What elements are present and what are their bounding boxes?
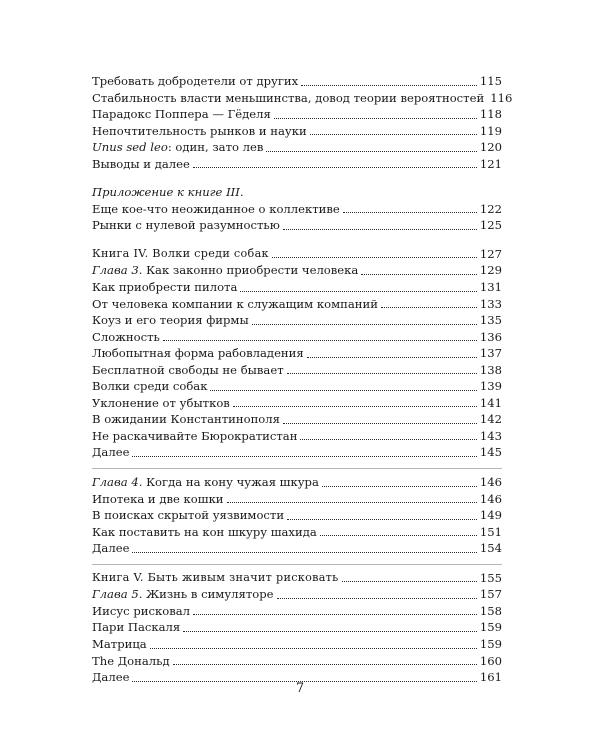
toc-entry[interactable] bbox=[92, 279, 502, 296]
toc-entry-title bbox=[92, 507, 284, 524]
dot-leader bbox=[320, 535, 477, 536]
dot-leader bbox=[300, 439, 476, 440]
toc-entry-italic-label: Глава 4. bbox=[92, 475, 143, 490]
toc-entry-page: 160 bbox=[479, 653, 502, 668]
toc-entry-title bbox=[92, 245, 269, 263]
toc-entry-text: Стабильность власти меньшинства, довод теории вероятностей bbox=[92, 90, 485, 105]
toc-entry-page: 139 bbox=[479, 379, 502, 394]
toc-entry-page: 159 bbox=[479, 620, 502, 635]
toc-entry[interactable] bbox=[92, 507, 502, 524]
toc-entry-title bbox=[92, 395, 230, 412]
toc-entry-page: 133 bbox=[479, 296, 502, 311]
dot-leader bbox=[287, 373, 477, 374]
toc-entry-page: 136 bbox=[479, 329, 502, 344]
dot-leader bbox=[381, 307, 477, 308]
dot-leader bbox=[277, 598, 477, 599]
dot-leader bbox=[342, 581, 477, 582]
toc-entry-text: Любопытная форма рабовладения bbox=[92, 346, 304, 361]
toc-entry-text: Книга IV. Волки среди собак bbox=[92, 246, 269, 260]
dot-leader bbox=[132, 552, 476, 553]
toc-entry-page: 157 bbox=[479, 587, 502, 602]
toc-entry[interactable] bbox=[92, 444, 502, 461]
toc-entry-page: 121 bbox=[479, 156, 502, 171]
dot-leader bbox=[283, 229, 477, 230]
toc-entry-title bbox=[92, 411, 280, 428]
toc-entry[interactable] bbox=[92, 378, 502, 395]
toc-entry-title bbox=[92, 156, 190, 173]
toc-entry[interactable] bbox=[92, 524, 502, 541]
dot-leader bbox=[193, 167, 477, 168]
toc-section-heading: Приложение к книге III. bbox=[92, 185, 244, 200]
toc-entry-title bbox=[92, 217, 280, 234]
toc-entry-page: 143 bbox=[479, 428, 502, 443]
section-divider bbox=[92, 468, 502, 469]
toc-entry-title bbox=[92, 345, 304, 362]
toc-entry-page: 138 bbox=[479, 362, 502, 377]
toc-entry[interactable] bbox=[92, 123, 502, 140]
page-number: 7 bbox=[295, 681, 305, 696]
toc-section bbox=[92, 570, 502, 686]
toc-entry-text: Далее bbox=[92, 541, 130, 556]
dot-leader bbox=[252, 324, 477, 325]
toc-entry-title bbox=[92, 653, 170, 670]
toc-entry-title bbox=[92, 90, 484, 107]
toc-entry-text: Уклонение от убытков bbox=[92, 395, 230, 410]
toc-entry-title bbox=[92, 491, 224, 508]
dot-leader bbox=[283, 423, 477, 424]
toc-entry-text: : один, зато лев bbox=[167, 140, 264, 155]
dot-leader bbox=[287, 519, 477, 520]
toc-entry-title bbox=[92, 329, 160, 346]
dot-leader bbox=[301, 85, 477, 86]
toc-entry-text: Бесплатной свободы не бывает bbox=[92, 362, 284, 377]
toc-entry-text: Далее bbox=[92, 670, 130, 685]
toc-entry-page: 118 bbox=[479, 107, 502, 122]
toc-entry[interactable] bbox=[92, 217, 502, 234]
toc-entry-text: Непочтительность рынков и науки bbox=[92, 123, 307, 138]
toc-entry-text: Ипотека и две кошки bbox=[92, 491, 224, 506]
dot-leader bbox=[361, 274, 477, 275]
toc-entry-text: Как законно приобрести человека bbox=[142, 263, 359, 278]
toc-entry-title bbox=[92, 524, 317, 541]
toc-entry-page: 135 bbox=[479, 313, 502, 328]
toc-entry-text: Книга V. Быть живым значит рисковать bbox=[92, 570, 339, 584]
toc-entry-italic-label: Глава 5. bbox=[92, 587, 143, 602]
toc-entry-text: Не раскачивайте Бюрократистан bbox=[92, 428, 298, 443]
toc-entry-page: 116 bbox=[490, 90, 513, 105]
dot-leader bbox=[193, 614, 477, 615]
toc-entry[interactable] bbox=[92, 312, 502, 329]
toc-entry[interactable] bbox=[92, 345, 502, 362]
toc-entry[interactable] bbox=[92, 540, 502, 557]
toc-entry-page: 142 bbox=[479, 412, 502, 427]
toc-entry-title bbox=[92, 201, 340, 218]
toc-entry-page: 129 bbox=[479, 263, 502, 278]
toc-entry-text: От человека компании к служащим компаний bbox=[92, 296, 378, 311]
toc-entry-page: 155 bbox=[479, 570, 502, 585]
toc-entry-text: Парадокс Поппера — Гёделя bbox=[92, 107, 271, 122]
toc-entry-page: 119 bbox=[479, 123, 502, 138]
dot-leader bbox=[210, 390, 476, 391]
toc-entry-title bbox=[92, 312, 249, 329]
dot-leader bbox=[343, 212, 477, 213]
toc-section bbox=[92, 184, 502, 234]
toc-section bbox=[92, 474, 502, 557]
toc-entry-title bbox=[92, 106, 271, 123]
dot-leader bbox=[307, 357, 477, 358]
toc-entry-page: 146 bbox=[479, 475, 502, 490]
toc-entry-title bbox=[92, 540, 129, 557]
toc-entry-text: В ожидании Константинополя bbox=[92, 412, 280, 427]
toc-entry-text: Жизнь в симуляторе bbox=[142, 587, 274, 602]
toc-entry[interactable] bbox=[92, 73, 502, 90]
toc-entry[interactable] bbox=[92, 90, 513, 107]
toc-entry-page: 159 bbox=[479, 636, 502, 651]
toc-entry-text: Еще кое-что неожиданное о коллективе bbox=[92, 201, 340, 216]
toc-entry-page: 131 bbox=[479, 280, 502, 295]
toc-book-entry[interactable] bbox=[92, 570, 502, 587]
toc-entry-title bbox=[92, 73, 298, 90]
toc-entry[interactable] bbox=[92, 262, 502, 279]
toc-entry-title bbox=[92, 474, 319, 491]
toc-entry-title bbox=[92, 262, 358, 279]
toc-entry-text: Коуз и его теория фирмы bbox=[92, 313, 249, 328]
toc-entry-text: Иисус рисковал bbox=[92, 603, 191, 618]
toc-entry-page: 115 bbox=[479, 74, 502, 88]
toc-entry-page: 127 bbox=[479, 246, 502, 261]
toc-section bbox=[92, 73, 513, 172]
dot-leader bbox=[150, 648, 477, 649]
toc-entry[interactable] bbox=[92, 653, 502, 670]
dot-leader bbox=[183, 631, 477, 632]
dot-leader bbox=[227, 502, 477, 503]
toc-entry-title bbox=[92, 619, 180, 636]
toc-entry-text: В поисках скрытой уязвимости bbox=[92, 508, 285, 523]
dot-leader bbox=[132, 456, 476, 457]
dot-leader bbox=[233, 406, 477, 407]
toc-entry[interactable] bbox=[92, 362, 502, 379]
toc-entry-title bbox=[92, 636, 147, 653]
toc-entry-page: 154 bbox=[479, 541, 502, 556]
toc-entry-page: 141 bbox=[479, 395, 502, 410]
toc-entry-text: Далее bbox=[92, 445, 130, 460]
table-of-contents bbox=[92, 73, 513, 686]
toc-entry-title bbox=[92, 378, 207, 395]
toc-entry-text: Когда на кону чужая шкура bbox=[142, 475, 319, 490]
toc-entry[interactable] bbox=[92, 329, 502, 346]
toc-entry-page: 151 bbox=[479, 524, 502, 539]
toc-entry-text: Как приобрести пилота bbox=[92, 280, 238, 295]
toc-entry-text: Пари Паскаля bbox=[92, 620, 181, 635]
toc-entry-title bbox=[92, 586, 274, 603]
toc-entry-title bbox=[92, 139, 263, 156]
toc-entry[interactable] bbox=[92, 139, 502, 156]
toc-entry-title bbox=[92, 279, 237, 296]
toc-entry-title bbox=[92, 296, 378, 313]
toc-entry-page: 146 bbox=[479, 491, 502, 506]
toc-entry[interactable] bbox=[92, 491, 502, 508]
toc-entry-text: Сложность bbox=[92, 329, 160, 344]
toc-entry-italic-label: Глава 3. bbox=[92, 263, 143, 278]
toc-entry-title bbox=[92, 444, 129, 461]
toc-section bbox=[92, 246, 502, 461]
dot-leader bbox=[322, 486, 477, 487]
toc-entry-text: Как поставить на кон шкуру шахида bbox=[92, 524, 317, 539]
toc-entry-text: The Дональд bbox=[92, 653, 170, 668]
toc-entry-title bbox=[92, 603, 190, 620]
toc-entry-page: 145 bbox=[479, 445, 502, 460]
dot-leader bbox=[272, 257, 477, 258]
toc-entry-title bbox=[92, 362, 284, 379]
dot-leader bbox=[274, 118, 477, 119]
toc-entry-text: Выводы и далее bbox=[92, 156, 190, 171]
toc-entry[interactable] bbox=[92, 156, 502, 173]
toc-entry-page: 122 bbox=[479, 201, 502, 216]
toc-entry-page: 158 bbox=[479, 603, 502, 618]
toc-entry[interactable] bbox=[92, 636, 502, 653]
dot-leader bbox=[240, 291, 476, 292]
dot-leader bbox=[310, 134, 477, 135]
section-gap bbox=[92, 172, 502, 184]
toc-entry[interactable] bbox=[92, 603, 502, 620]
toc-entry-italic-label: Unus sed leo bbox=[92, 140, 168, 155]
dot-leader bbox=[173, 664, 477, 665]
toc-entry-text: Матрица bbox=[92, 636, 147, 651]
toc-entry-title bbox=[92, 123, 307, 140]
toc-entry[interactable] bbox=[92, 411, 502, 428]
toc-entry[interactable] bbox=[92, 201, 502, 218]
dot-leader bbox=[163, 340, 477, 341]
toc-entry-title bbox=[92, 569, 339, 587]
toc-entry[interactable] bbox=[92, 586, 502, 603]
toc-entry[interactable] bbox=[92, 474, 502, 491]
dot-leader bbox=[266, 151, 476, 152]
toc-book-entry[interactable] bbox=[92, 246, 502, 263]
toc-entry-page: 120 bbox=[479, 140, 502, 155]
toc-entry[interactable] bbox=[92, 619, 502, 636]
toc-entry-text: Волки среди собак bbox=[92, 379, 208, 394]
section-divider bbox=[92, 564, 502, 565]
toc-entry[interactable] bbox=[92, 428, 502, 445]
toc-entry-title bbox=[92, 428, 297, 445]
toc-entry-text: Рынки с нулевой разумностью bbox=[92, 218, 280, 233]
toc-entry[interactable] bbox=[92, 296, 502, 313]
toc-entry-page: 161 bbox=[479, 670, 502, 685]
toc-entry-text: Требовать добродетели от других bbox=[92, 74, 299, 88]
toc-entry[interactable] bbox=[92, 106, 502, 123]
toc-entry-page: 149 bbox=[479, 508, 502, 523]
toc-entry-page: 125 bbox=[479, 218, 502, 233]
toc-entry-page: 137 bbox=[479, 346, 502, 361]
toc-entry[interactable] bbox=[92, 395, 502, 412]
